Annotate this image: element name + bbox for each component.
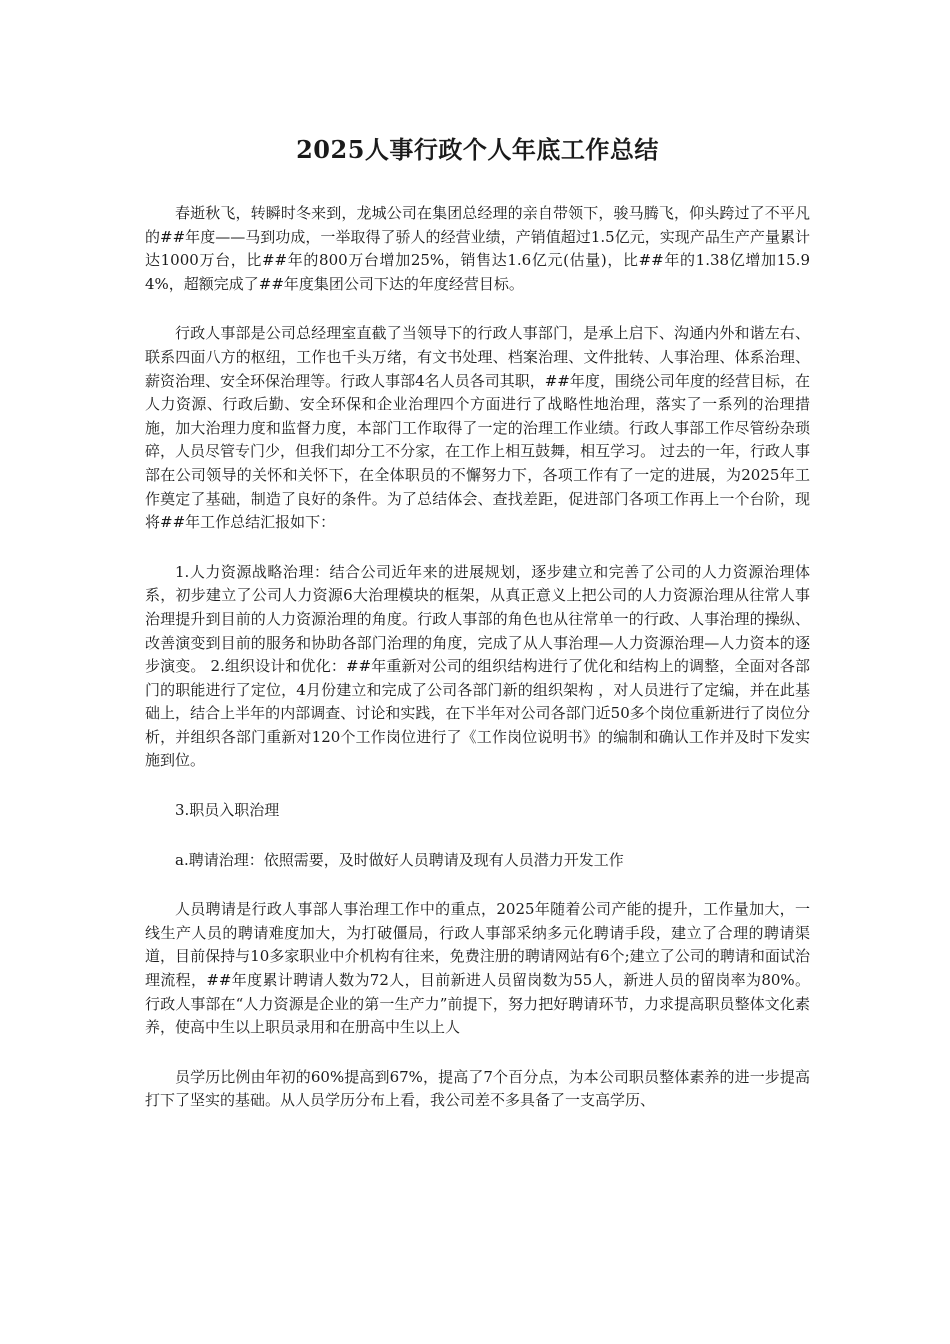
paragraph-intro: 春逝秋飞，转瞬时冬来到，龙城公司在集团总经理的亲自带领下，骏马腾飞，仰头跨过了不平凡的##年度——马到功成，一举取得了骄人的经营业绩，产销值超过1.5亿元，实现产品生产产量累计达1000万台，比##年的800万台增加25%，销售达1.6亿元(估量)，比##年的1.38亿增加15.94%，超额完成了##年度集团公司下达的年度经营目标。 — [145, 204, 810, 293]
paragraph-hr-strategy: 1.人力资源战略治理：结合公司近年来的进展规划，逐步建立和完善了公司的人力资源治理体系，初步建立了公司人力资源6大治理模块的框架，从真正意义上把公司的人力资源治理从往常人事治理提升到目前的人力资源治理的角度。行政人事部的角色也从往常单一的行政、人事治理的操纵、改善演变到目前的服务和协助各部门治理的角度，完成了从人事治理—人力资源治理—人力资本的逐步演变。 2.组织设计和优化：##年重新对公司的组织结构进行了优化和结构上的调整，全面对各部门的职能进行了定位，4月份建立和完成了公司各部门新的组织架构 ，对人员进行了定编，并在此基础上，结合上半年的内部调查、讨论和实践，在下半年对公司各部门近50多个岗位重新进行了岗位分析，并组织各部门重新对120个工作岗位进行了《工作岗位说明书》的编制和确认工作并及时下发实施到位。 — [145, 562, 810, 770]
heading-onboarding: 3.职员入职治理 — [175, 801, 280, 820]
document-title: 2025人事行政个人年底工作总结 — [296, 135, 659, 164]
heading-recruitment: a.聘请治理：依照需要，及时做好人员聘请及现有人员潜力开发工作 — [175, 850, 624, 869]
paragraph-department-overview: 行政人事部是公司总经理室直截了当领导下的行政人事部门，是承上启下、沟通内外和谐左右、联系四面八方的枢纽，工作也千头万绪，有文书处理、档案治理、文件批转、人事治理、体系治理、薪资治理、安全环保治理等。行政人事部4名人员各司其职，##年度，围绕公司年度的经营目标，在人力资源、行政后勤、安全环保和企业治理四个方面进行了战略性地治理，落实了一系列的治理措施，加大治理力度和监督力度，本部门工作取得了一定的治理工作业绩。行政人事部工作尽管纷杂琐碎，人员尽管专门少，但我们却分工不分家，在工作上相互鼓舞，相互学习。 过去的一年，行政人事部在公司领导的关怀和关怀下，在全体职员的不懈努力下，各项工作有了一定的进展，为2025年工作奠定了基础，制造了良好的条件。为了总结体会、查找差距，促进部门各项工作再上一个台阶，现将##年工作总结汇报如下： — [145, 324, 810, 532]
paragraph-education-stats: 员学历比例由年初的60%提高到67%，提高了7个百分点，为本公司职员整体素养的进一步提高打下了坚实的基础。从人员学历分布上看，我公司差不多具备了一支高学历、 — [145, 1067, 810, 1110]
document-body — [145, 128, 810, 1139]
paragraph-recruitment-details: 人员聘请是行政人事部人事治理工作中的重点，2025年随着公司产能的提升，工作量加大，一线生产人员的聘请难度加大，为打破僵局，行政人事部采纳多元化聘请手段，建立了合理的聘请渠道，目前保持与10多家职业中介机构有往来，免费注册的聘请网站有6个;建立了公司的聘请和面试治理流程，##年度累计聘请人数为72人，目前新进人员留岗数为55人，新进人员的留岗率为80%。行政人事部在“人力资源是企业的第一生产力”前提下，努力把好聘请环节，力求提高职员整体文化素养，使高中生以上职员录用和在册高中生以上人 — [145, 900, 810, 1037]
